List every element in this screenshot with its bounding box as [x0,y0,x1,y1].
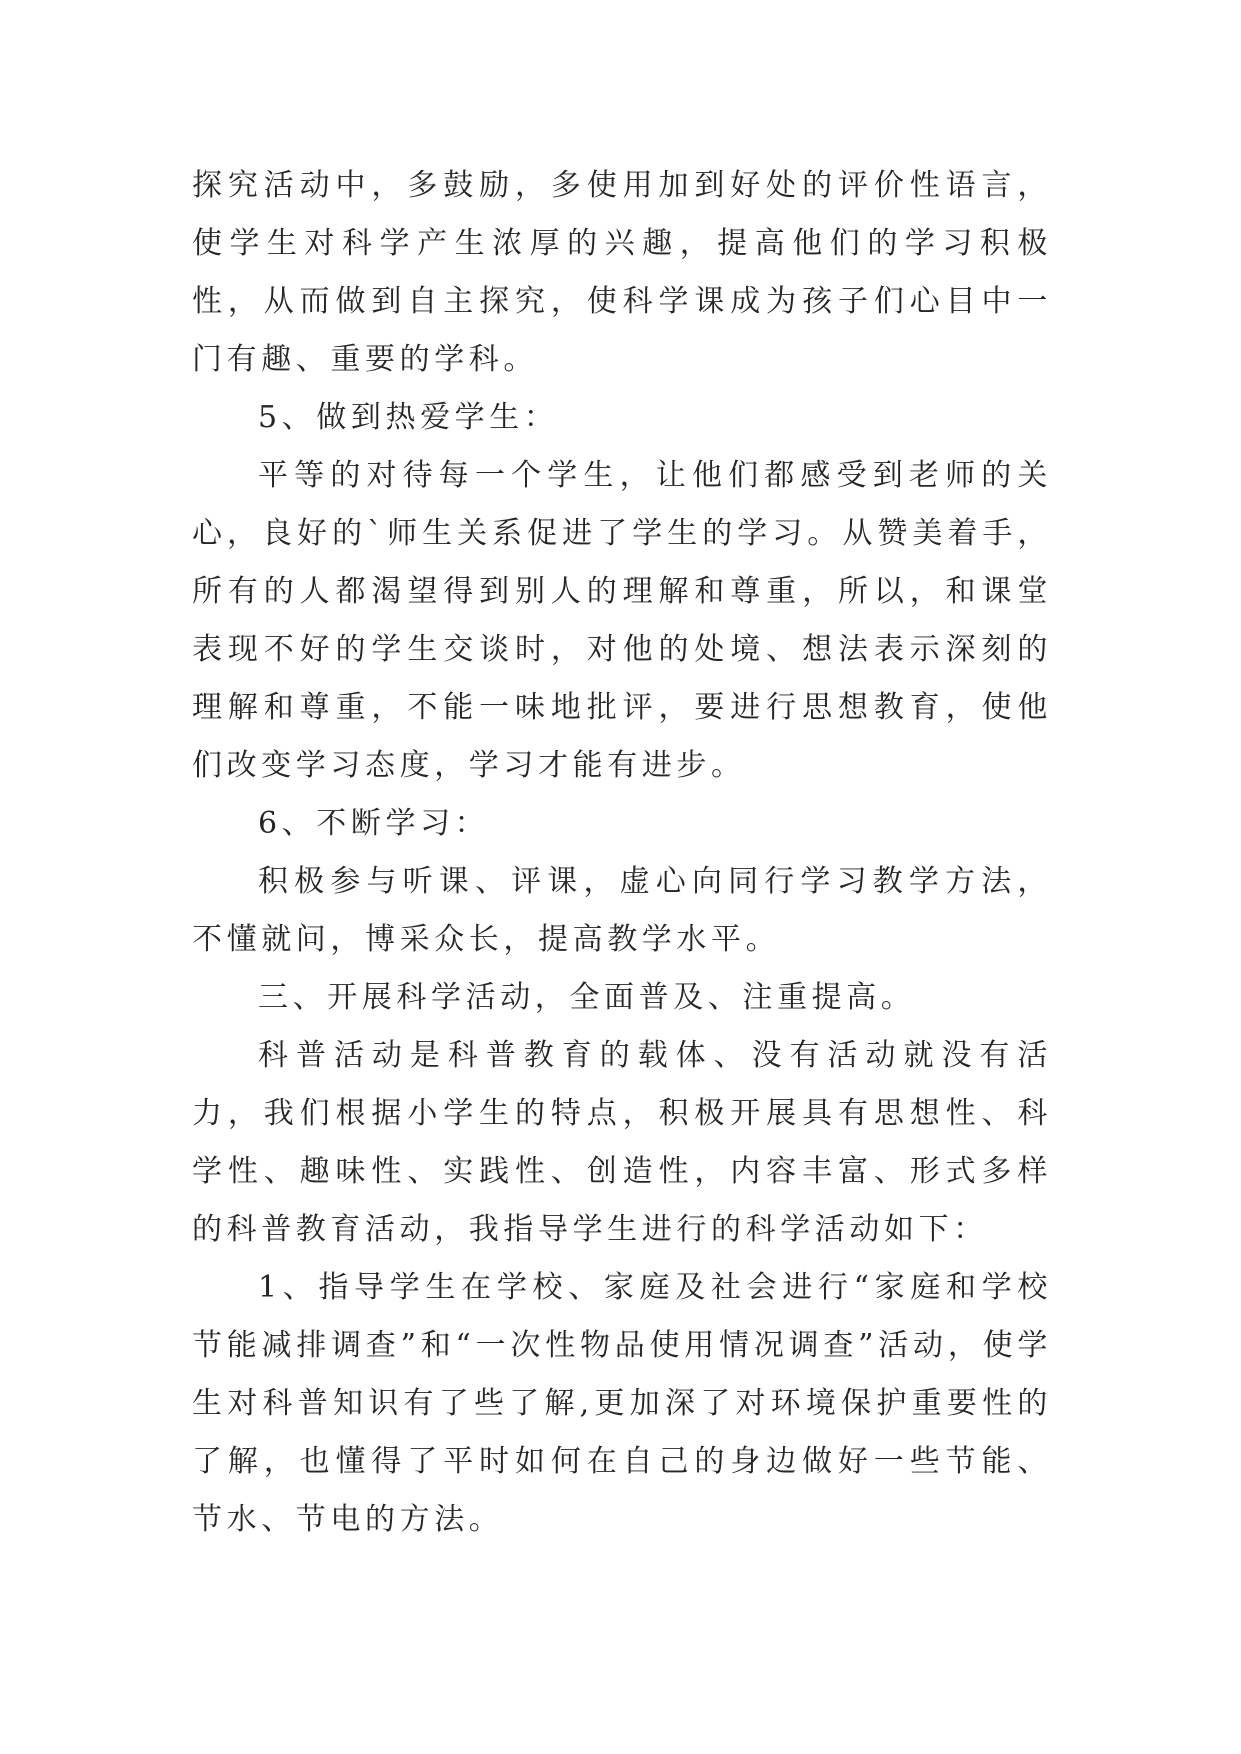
heading-item-5: 5、做到热爱学生： [258,400,559,435]
document-body [192,157,1052,1549]
paragraph-item-5: 平等的对待每一个学生，让他们都感受到老师的关心，良好的`师生关系促进了学生的学习。从赞美着手，所有的人都渴望得到别人的理解和尊重，所以，和课堂表现不好的学生交谈时，对他的处境、想法表示深刻的理解和尊重，不能一味地批评，要进行思想教育，使他们改变学习态度，学习才能有进步。 [192,458,1052,783]
paragraph-item-6: 积极参与听课、评课，虚心向同行学习教学方法，不懂就问，博采众长，提高教学水平。 [192,864,1052,957]
heading-item-6: 6、不断学习： [258,806,490,841]
paragraph-section-3: 科普活动是科普教育的载体、没有活动就没有活力，我们根据小学生的特点，积极开展具有思想性、科学性、趣味性、实践性、创造性，内容丰富、形式多样的科普教育活动，我指导学生进行的科学活动如下： [192,1038,1052,1247]
paragraph-intro-continuation: 探究活动中，多鼓励，多使用加到好处的评价性语言，使学生对科学产生浓厚的兴趣，提高他们的学习积极性，从而做到自主探究，使科学课成为孩子们心目中一门有趣、重要的学科。 [192,168,1052,377]
paragraph-activity-1: 1、指导学生在学校、家庭及社会进行“家庭和学校节能减排调查”和“一次性物品使用情况调查”活动，使学生对科普知识有了些了解,更加深了对环境保护重要性的了解，也懂得了平时如何在自己的身边做好一些节能、节水、节电的方法。 [192,1270,1052,1537]
section-heading-3: 三、开展科学活动，全面普及、注重提高。 [258,980,916,1015]
